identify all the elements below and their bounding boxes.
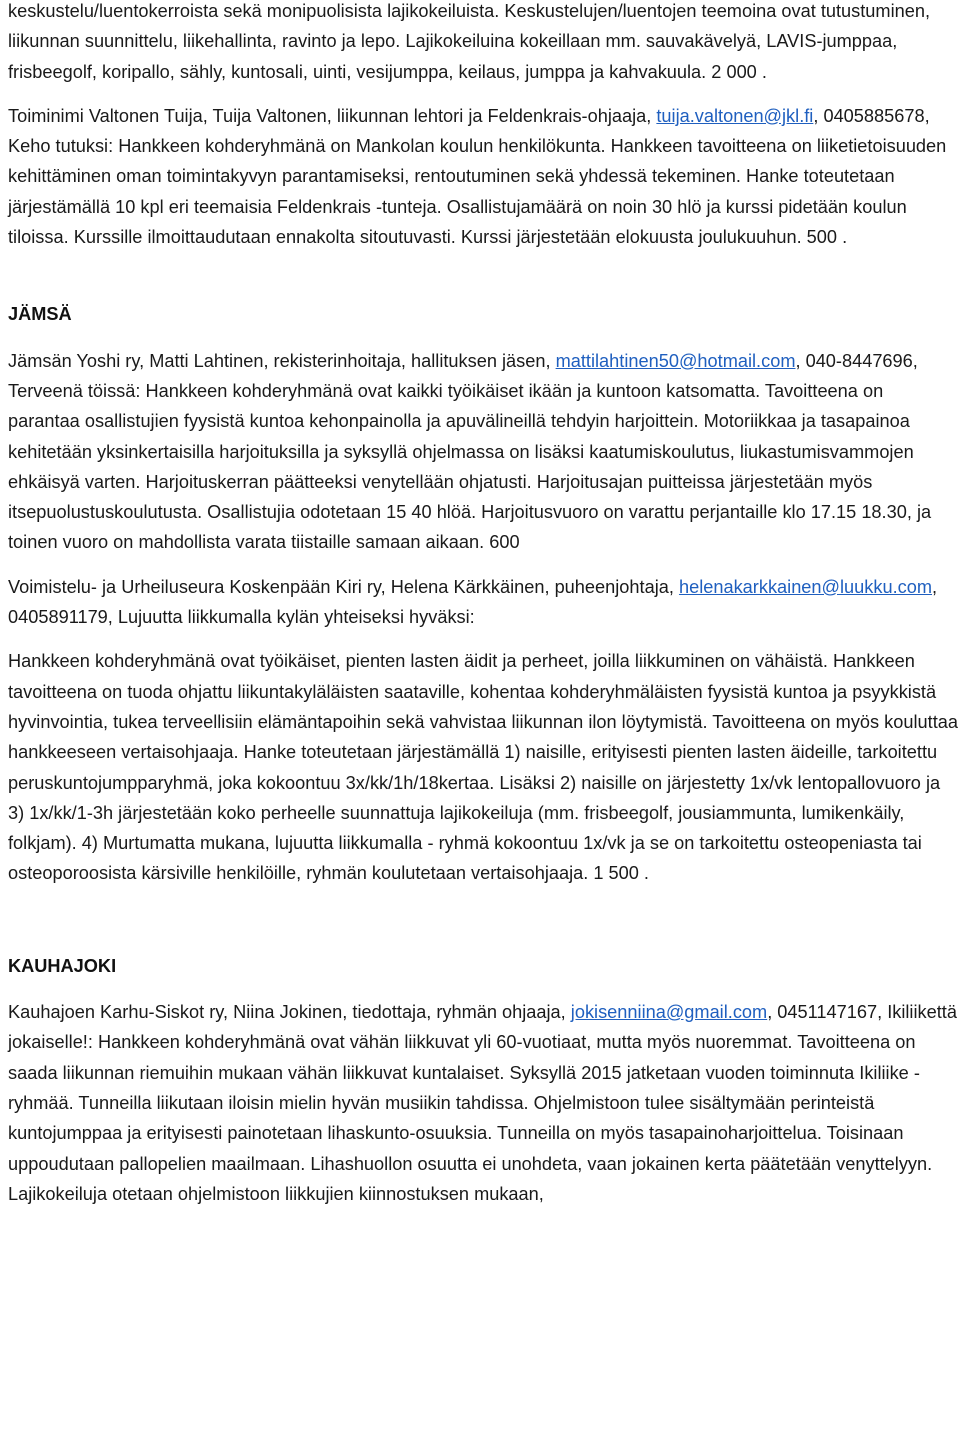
paragraph-karhu-siskot-text-end: , 0451147167, Ikiliikettä jokaiselle!: Hankkeen kohderyhmänä ovat vähän liikkuvat yli 60-vuotiaat, mutta myös nuoremmat. Tavoitteena on saada liikunnan riemuihin mukaan vähän liikkuvat kuntalaiset. Syksyllä 2015 jatketaan vuoden toiminnuta Ikiliike -ryhmää. Tunneilla liikutaan iloisin mielin hyvän musiikin tahdissa. Ohjelmistoon tulee sisältymään perinteistä kuntojumppaa ja erityisesti painotetaan lihaskunto-osuuksia. Tunneilla on myös tasapainoharjoittelua. Toisinaan uppoudutaan pallopelien maailmaan. Lihashuollon osuutta ei unohdeta, vaan jokainen kerta päätetään venyttelyyn. Lajikokeiluja otetaan ohjelmistoon liikkujien kiinnostuksen mukaan,	[8, 1002, 957, 1204]
document-page	[8, 0, 958, 1209]
paragraph-koskenpaan-kiri-details: Hankkeen kohderyhmänä ovat työikäiset, pienten lasten äidit ja perheet, joilla liikkuminen on vähäistä. Hankkeen tavoitteena on tuoda ohjattu liikuntakyläläisten saataville, kohentaa kohderyhmäläisten fyysistä kuntoa ja psyykkistä hyvinvointia, tukea terveellisiin elämäntapoihin sekä vahvistaa liikunnan ilon löytymistä. Tavoitteena on myös kouluttaa hankkeeseen vertaisohjaaja. Hanke toteutetaan järjestämällä 1) naisille, erityisesti pienten lasten äideille, tarkoitettu peruskuntojumpparyhmä, joka kokoontuu 3x/kk/1h/18kertaa. Lisäksi 2) naisille on järjestetty 1x/vk lentopallovuoro ja 3) 1x/kk/1-3h järjestetään koko perheelle suunnattuja lajikokeiluja (mm. frisbeegolf, jousiammunta, lumikenkäily, folkjam). 4) Murtumatta mukana, lujuutta liikkumalla - ryhmä kokoontuu 1x/vk ja se on tarkoitettu osteopeniasta tai osteoporoosista kärsiville henkilöille, ryhmän koulutetaan vertaisohjaaja. 1 500 .	[8, 651, 958, 884]
paragraph-intro-continuation: keskustelu/luentokerroista sekä monipuolisista lajikokeiluista. Keskustelujen/luentojen teemoina ovat tutustuminen, liikunnan suunnittelu, liikehallinta, ravinto ja lepo. Lajikokeiluina kokeillaan mm. sauvakävelyä, LAVIS-jumppaa, frisbeegolf, koripallo, sähly, kuntosali, uinti, vesijumppa, keilaus, jumppa ja kahvakuula. 2 000 .	[8, 1, 931, 82]
paragraph-karhu-siskot	[8, 997, 958, 1209]
paragraph-jamsan-yoshi-text-start: Jämsän Yoshi ry, Matti Lahtinen, rekisterinhoitaja, hallituksen jäsen,	[8, 350, 556, 371]
paragraph-jamsan-yoshi	[8, 346, 958, 558]
paragraph-koskenpaan-kiri-text-end: , 0405891179, Lujuutta liikkumalla kylän yhteiseksi hyväksi:	[8, 576, 938, 628]
paragraph-koskenpaan-kiri-text-start: Voimistelu- ja Urheiluseura Koskenpään Kiri ry, Helena Kärkkäinen, puheenjohtaja,	[8, 576, 679, 597]
paragraph-valtonen-text-end: , 0405885678, Keho tutuksi: Hankkeen kohderyhmänä on Mankolan koulun henkilökunta. Hankkeen tavoitteena on liiketietoisuuden kehittäminen oman toimintakyvyn parantamiseksi, rentoutuminen sekä yhdessä tekeminen. Hanke toteutetaan järjestämällä 10 kpl eri teemaisia Feldenkrais -tunteja. Osallistujamäärä on noin 30 hlö ja kurssi pidetään koulun tiloissa. Kurssille ilmoittaudutaan ennakolta sitoutuvasti. Kurssi järjestetään elokuusta joulukuuhun. 500 .	[8, 105, 947, 248]
email-link-jokinen[interactable]: jokisenniina@gmail.com	[570, 1002, 768, 1023]
paragraph-valtonen-text-start: Toiminimi Valtonen Tuija, Tuija Valtonen, liikunnan lehtori ja Feldenkrais-ohjaaja,	[8, 105, 657, 126]
section-heading-kauhajoki: KAUHAJOKI	[8, 955, 117, 976]
email-link-karkkainen[interactable]: helenakarkkainen@luukku.com	[678, 576, 932, 597]
paragraph-karhu-siskot-text-start: Kauhajoen Karhu-Siskot ry, Niina Jokinen, tiedottaja, ryhmän ohjaaja,	[8, 1002, 571, 1023]
paragraph-valtonen	[8, 101, 958, 252]
email-link-valtonen[interactable]: tuija.valtonen@jkl.fi	[656, 105, 814, 126]
paragraph-jamsan-yoshi-text-end: , 040-8447696, Terveenä töissä: Hankkeen kohderyhmänä ovat kaikki työikäiset ikään ja kuntoon katsomatta. Tavoitteena on parantaa osallistujien fyysistä kuntoa kehonpainolla ja apuvälineillä tehdyin harjoittein. Motoriikkaa ja tasapainoa kehitetään yksinkertaisilla harjoituksilla ja syksyllä ohjelmassa on lisäksi kaatumiskoulutus, liukastumisvammojen ehkäisyä varten. Harjoituskerran päätteeksi venytellään ohjatusti. Harjoitusajan puitteissa järjestetään myös itsepuolustuskoulutusta. Osallistujia odotetaan 15 40 hlöä. Harjoitusvuoro on varattu perjantaille klo 17.15 18.30, ja toinen vuoro on mahdollista varata tiistaille samaan aikaan. 600	[8, 350, 932, 553]
email-link-lahtinen[interactable]: mattilahtinen50@hotmail.com	[555, 350, 796, 371]
paragraph-koskenpaan-kiri	[8, 572, 958, 633]
section-heading-jamsa: JÄMSÄ	[8, 304, 72, 325]
